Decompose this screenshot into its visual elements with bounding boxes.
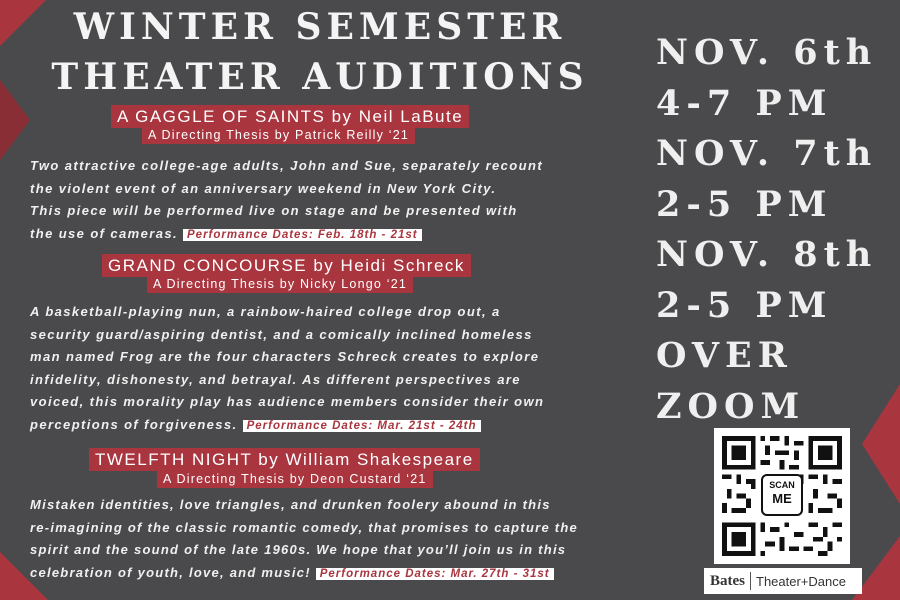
play-description [30,494,680,585]
audition-schedule [656,28,877,432]
description-line: voiced, this morality play has audience members consider their own [30,394,545,409]
schedule-location: OVER [656,335,793,376]
performance-dates: Performance Dates: Mar. 27th - 31st [316,568,554,580]
description-line: the use of cameras. [30,225,178,241]
play-title: GRAND CONCOURSE by Heidi Schreck [102,254,471,277]
description-line: Two attractive college-age adults, John and Sue, separately recount [30,158,544,173]
description-line: Mistaken identities, love triangles, and drunken foolery abound in this [30,497,551,512]
description-line: This piece will be performed live on stage and be presented with [30,203,518,218]
schedule-date: NOV. 8th [656,234,878,275]
description-line: the violent event of an anniversary weekend in New York City. [30,180,497,196]
play-title: A GAGGLE OF SAINTS by Neil LaBute [111,105,469,128]
description-line: A basketball-playing nun, a rainbow-haired college drop out, a [30,304,501,319]
performance-dates: Performance Dates: Mar. 21st - 24th [243,420,481,432]
play-director: A Directing Thesis by Nicky Longo ‘21 [147,276,413,293]
description-line: celebration of youth, love, and music! [30,564,311,580]
poster-title-line1: WINTER SEMESTER [73,6,567,48]
play-title: TWELFTH NIGHT by William Shakespeare [89,448,480,471]
description-line: re-imagining of the classic romantic comedy, that promises to capture the [30,519,579,535]
logo-department: Theater+Dance [756,573,846,589]
bates-theater-dance-logo [704,568,862,594]
performance-dates: Performance Dates: Feb. 18th - 21st [183,229,422,241]
play-description [30,301,680,437]
schedule-time: 2-5 PM [656,284,833,326]
me-label: ME [772,491,792,506]
description-line: perceptions of forgiveness. [30,416,238,432]
schedule-date: NOV. 6th [656,32,878,73]
play-director: A Directing Thesis by Patrick Reilly ‘21 [142,127,415,144]
schedule-time: 4-7 PM [656,82,833,124]
poster-title-line2: THEATER AUDITIONS [51,56,589,98]
scan-me-label [761,474,803,516]
description-line: spirit and the sound of the late 1960s. We hope that you’ll join us in this [30,542,567,557]
description-line: security guard/aspiring dentist, and a comically inclined homeless [30,326,533,342]
schedule-time: 2-5 PM [656,183,833,225]
scan-label: SCAN [769,480,795,490]
schedule-date: NOV. 7th [656,133,878,174]
logo-bates: Bates [704,572,751,590]
schedule-location: ZOOM [656,385,806,427]
description-line: infidelity, dishonesty, and betrayal. As different perspectives are [30,371,521,387]
description-line: man named Frog are the four characters Schreck creates to explore [30,349,540,364]
qr-code[interactable] [714,428,850,564]
play-director: A Directing Thesis by Deon Custard ‘21 [157,471,433,488]
play-description [30,155,680,246]
